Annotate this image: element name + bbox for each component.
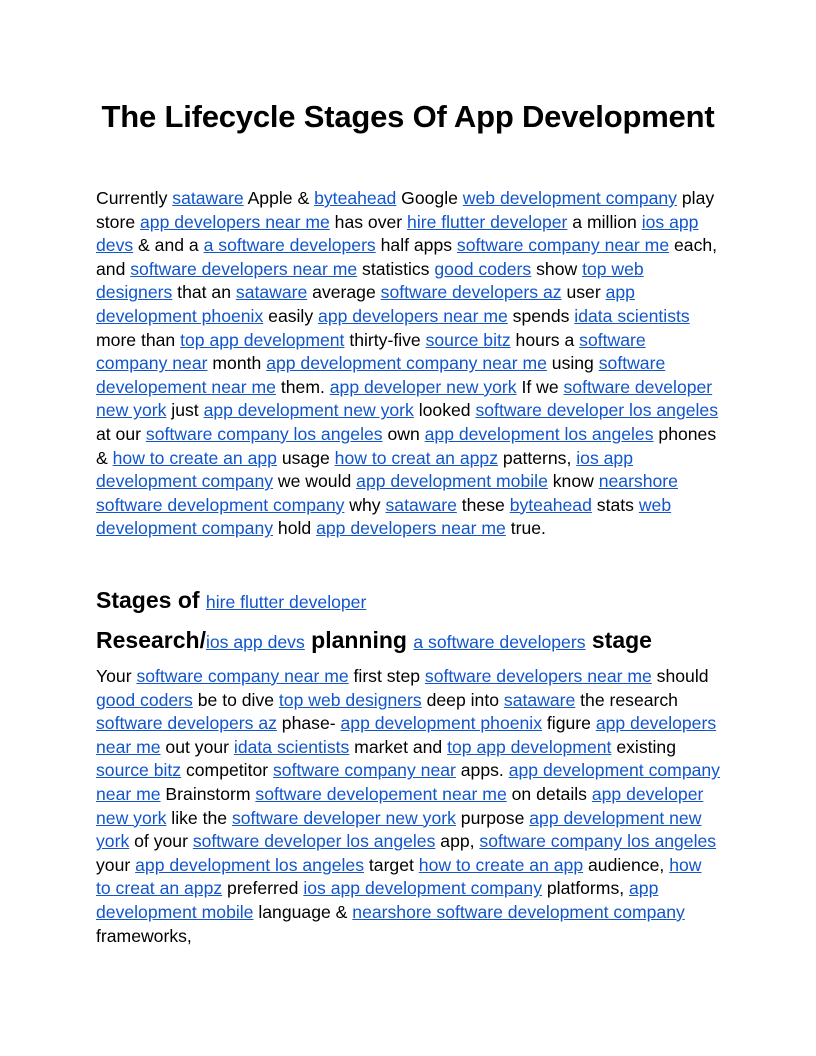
inline-link[interactable]: ios app development company [96,447,633,492]
inline-link[interactable]: app development los angeles [424,423,654,444]
inline-link[interactable]: software company near [96,329,646,374]
inline-link[interactable]: software company near me [456,235,670,256]
inline-link[interactable]: sataware [235,282,308,303]
inline-link[interactable]: ios app devs [205,632,305,652]
inline-link[interactable]: web development company [96,494,672,539]
inline-link[interactable]: how to create an app [112,447,277,468]
inline-link[interactable]: hire flutter developer [205,592,367,612]
inline-link[interactable]: app development company near me [96,760,720,804]
inline-link[interactable]: byteahead [509,494,592,515]
inline-link[interactable]: software developers az [96,713,277,734]
inline-link[interactable]: app development mobile [96,878,659,922]
inline-link[interactable]: ios app devs [96,211,699,256]
inline-link[interactable]: software developers near me [424,666,652,686]
inline-link[interactable]: top web designers [278,689,422,710]
inline-link[interactable]: software developers near me [130,258,358,279]
inline-link[interactable]: software company near me [136,666,349,686]
inline-link[interactable]: sataware [385,494,457,515]
inline-link[interactable]: ios app development company [303,878,542,899]
inline-link[interactable]: sataware [172,188,244,208]
inline-link[interactable]: idata scientists [233,736,350,757]
inline-link[interactable]: app developer new york [96,783,704,828]
page-title: The Lifecycle Stages Of App Development [101,99,715,134]
inline-link[interactable]: idata scientists [574,305,690,326]
inline-link[interactable]: good coders [434,258,532,279]
inline-link[interactable]: app development company near me [266,353,547,374]
inline-link[interactable]: app development los angeles [135,854,365,875]
inline-link[interactable]: software developement near me [96,353,666,397]
inline-link[interactable]: how to creat an appz [96,854,702,899]
intro-paragraph: Currently sataware Apple & byteahead Google web development company play store app developers near me has over hire flutter developer a million ios app devs & and a a software developers half apps software company near me each, and software developers near me statistics good coders show top web designers that an sataware average software developers az user app development phoenix easily app developers near me spends idata scientists more than top app development thirty-five source bitz hours a software company near month app development company near me using software developement near me them. app developer new york If we software developer new york just app development new york looked software developer los angeles at our software company los angeles own app development los angeles phones & how to create an app usage how to creat an appz patterns, ios app development company we would app development mobile know nearshore software development company why sataware these byteahead stats web development company hold app developers near me true. [96,188,719,539]
inline-link[interactable]: app developers near me [140,211,330,232]
inline-link[interactable]: good coders [96,689,193,710]
inline-link[interactable]: top web designers [96,258,644,303]
inline-link[interactable]: how to create an app [418,854,584,875]
inline-link[interactable]: software developers az [380,282,562,303]
research-heading: Research/ios app devs planning a software developers stage [96,627,652,653]
inline-link[interactable]: web development company [462,188,677,208]
inline-link[interactable]: nearshore software development company [352,901,685,922]
inline-link[interactable]: software company los angeles [145,423,383,444]
inline-link[interactable]: source bitz [425,329,511,350]
inline-link[interactable]: software developer los angeles [192,831,436,852]
inline-link[interactable]: byteahead [314,188,397,208]
inline-link[interactable]: a software developers [413,632,586,652]
research-paragraph: Your software company near me first step software developers near me should good coders be to dive top web designers deep into sataware the research software developers az phase- app development phoenix figure app developers near me out your idata scientists market and top app development existing source bitz competitor software company near apps. app development company near me Brainstorm software developement near me on details app developer new york like the software developer new york purpose app development new york of your software developer los angeles app, software company los angeles your app development los angeles target how to create an app audience, how to creat an appz preferred ios app development company platforms, app development mobile language & nearshore software development company frameworks, [96,666,720,946]
inline-link[interactable]: app developers near me [318,305,508,326]
inline-link[interactable]: top app development [447,736,612,757]
inline-link[interactable]: top app development [180,329,345,350]
inline-link[interactable]: sataware [503,689,576,710]
inline-link[interactable]: source bitz [96,760,182,781]
inline-link[interactable]: app developers near me [316,518,506,539]
inline-link[interactable]: how to creat an appz [334,447,499,468]
inline-link[interactable]: hire flutter developer [407,211,568,232]
inline-link[interactable]: app developers near me [96,713,717,757]
inline-link[interactable]: app development phoenix [96,282,635,326]
inline-link[interactable]: software developement near me [255,783,507,804]
inline-link[interactable]: app development mobile [356,471,548,492]
inline-link[interactable]: software developer new york [231,807,456,828]
inline-link[interactable]: a software developers [203,235,376,256]
inline-link[interactable]: nearshore software development company [96,471,678,515]
inline-link[interactable]: software company los angeles [479,831,717,852]
stages-heading: Stages of hire flutter developer [96,587,367,613]
inline-link[interactable]: app development new york [96,807,702,852]
inline-link[interactable]: software developer los angeles [475,400,719,421]
inline-link[interactable]: app development phoenix [340,713,543,734]
inline-link[interactable]: app developer new york [329,376,517,397]
inline-link[interactable]: software company near [273,760,456,781]
inline-link[interactable]: app development new york [203,400,414,421]
inline-link[interactable]: software developer new york [96,376,713,421]
